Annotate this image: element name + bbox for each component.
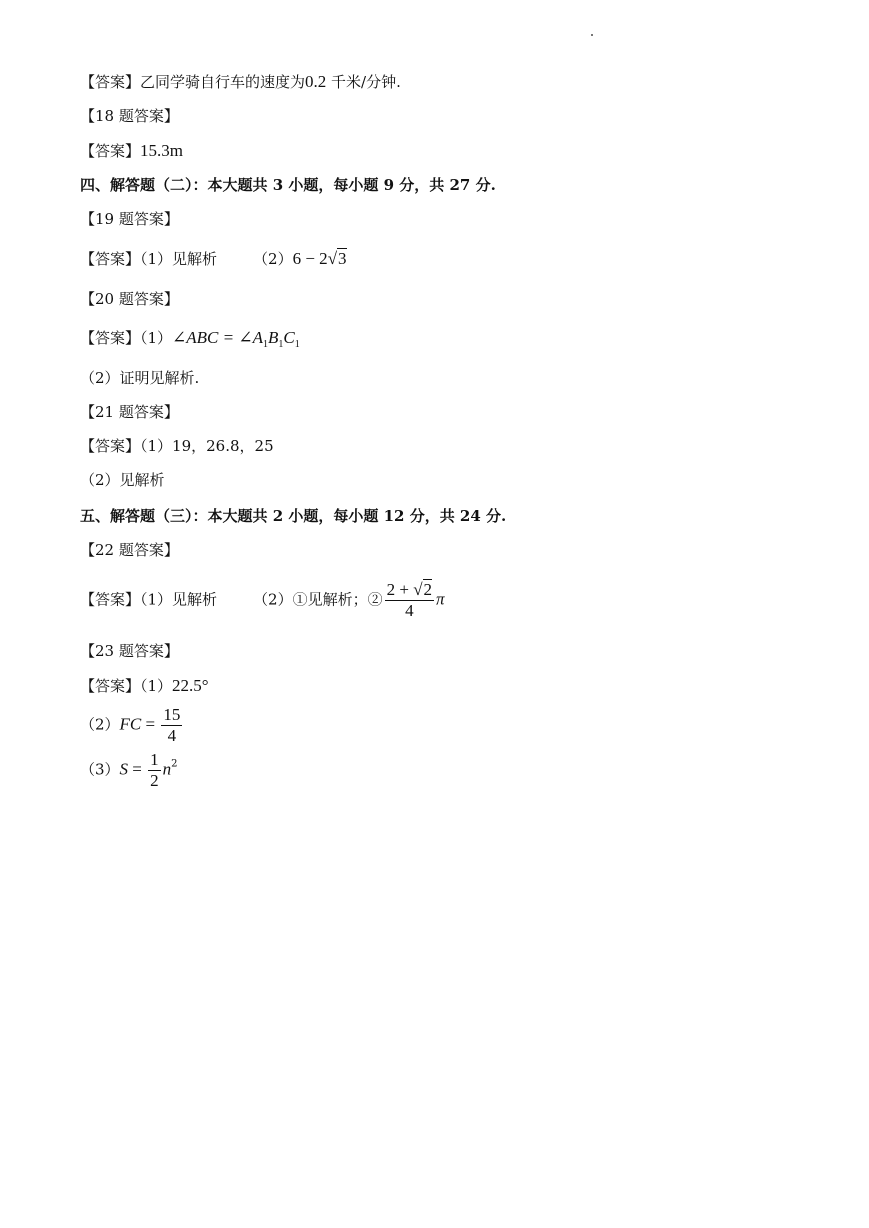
answer-23-line bbox=[80, 676, 209, 696]
header-dot bbox=[591, 34, 593, 36]
answer-22-line bbox=[80, 580, 445, 621]
answer-21-line: 【答案】（1）19，26.8，25 bbox=[80, 437, 274, 455]
fraction: $\frac{15}{4}$ bbox=[163, 705, 181, 745]
answer-prefix: 【答案】 bbox=[80, 142, 141, 160]
answer-18-value: 15.3m bbox=[140, 141, 183, 160]
answer-prefix: 【答案】乙同学骑自行车的速度为 bbox=[80, 73, 306, 91]
q23-heading: 【23 题答案】 bbox=[80, 642, 179, 660]
answer-20-line bbox=[80, 328, 300, 355]
q19-heading: 【19 题答案】 bbox=[80, 210, 179, 228]
answer-18-line bbox=[80, 141, 183, 161]
exponent: 2 bbox=[171, 758, 178, 770]
n-variable: n bbox=[162, 759, 172, 779]
answer-part1: 【答案】（1）见解析 bbox=[80, 590, 218, 609]
answer-part2-label: （2） bbox=[253, 250, 293, 268]
q22-heading: 【22 题答案】 bbox=[80, 541, 179, 559]
fc-variable: FC bbox=[119, 714, 142, 734]
speed-unit: 千米/分钟. bbox=[326, 73, 401, 91]
q21-heading: 【21 题答案】 bbox=[80, 403, 179, 421]
answer-20-part2: （2）证明见解析. bbox=[80, 369, 200, 387]
q20-heading: 【20 题答案】 bbox=[80, 290, 179, 308]
answer-prefix: 【答案】（1） bbox=[80, 677, 173, 695]
sqrt-symbol: √2 bbox=[413, 580, 433, 599]
fraction: $\frac{1}{2}$ bbox=[150, 750, 159, 790]
pi-symbol: π bbox=[436, 589, 445, 609]
sqrt-symbol: √3 bbox=[327, 249, 347, 268]
answer-prefix: 【答案】（1） bbox=[80, 329, 173, 347]
answer-19-expr: 6 − 2√3 bbox=[292, 249, 347, 268]
s-variable: S bbox=[119, 759, 129, 779]
answer-17-line bbox=[80, 72, 401, 92]
answer-23-part2: （2）FC = $\frac{15}{4}$ bbox=[80, 705, 181, 745]
fraction: $\frac{2 + √2}{4}$ bbox=[386, 580, 433, 620]
speed-value: 0.2 bbox=[305, 72, 327, 91]
section-5-heading: 五、解答题（三）：本大题共 2 小题，每小题 12 分，共 24 分. bbox=[80, 507, 507, 525]
section-4-heading: 四、解答题（二）：本大题共 3 小题，每小题 9 分，共 27 分. bbox=[80, 176, 496, 194]
answer-part2-label: （2）①见解析；② bbox=[253, 590, 383, 609]
answer-part1: 【答案】（1）见解析 bbox=[80, 250, 218, 268]
answer-21-part2: （2）见解析 bbox=[80, 471, 165, 489]
answer-23-part3: （3）S = $\frac{1}{2}$ $n^2$ bbox=[80, 750, 178, 790]
q18-heading: 【18 题答案】 bbox=[80, 107, 179, 125]
answer-19-line bbox=[80, 249, 347, 269]
angle-equation: ∠ABC = $\angle A_1B_1C_1$ bbox=[172, 328, 300, 350]
angle-value: 22.5° bbox=[172, 676, 209, 695]
